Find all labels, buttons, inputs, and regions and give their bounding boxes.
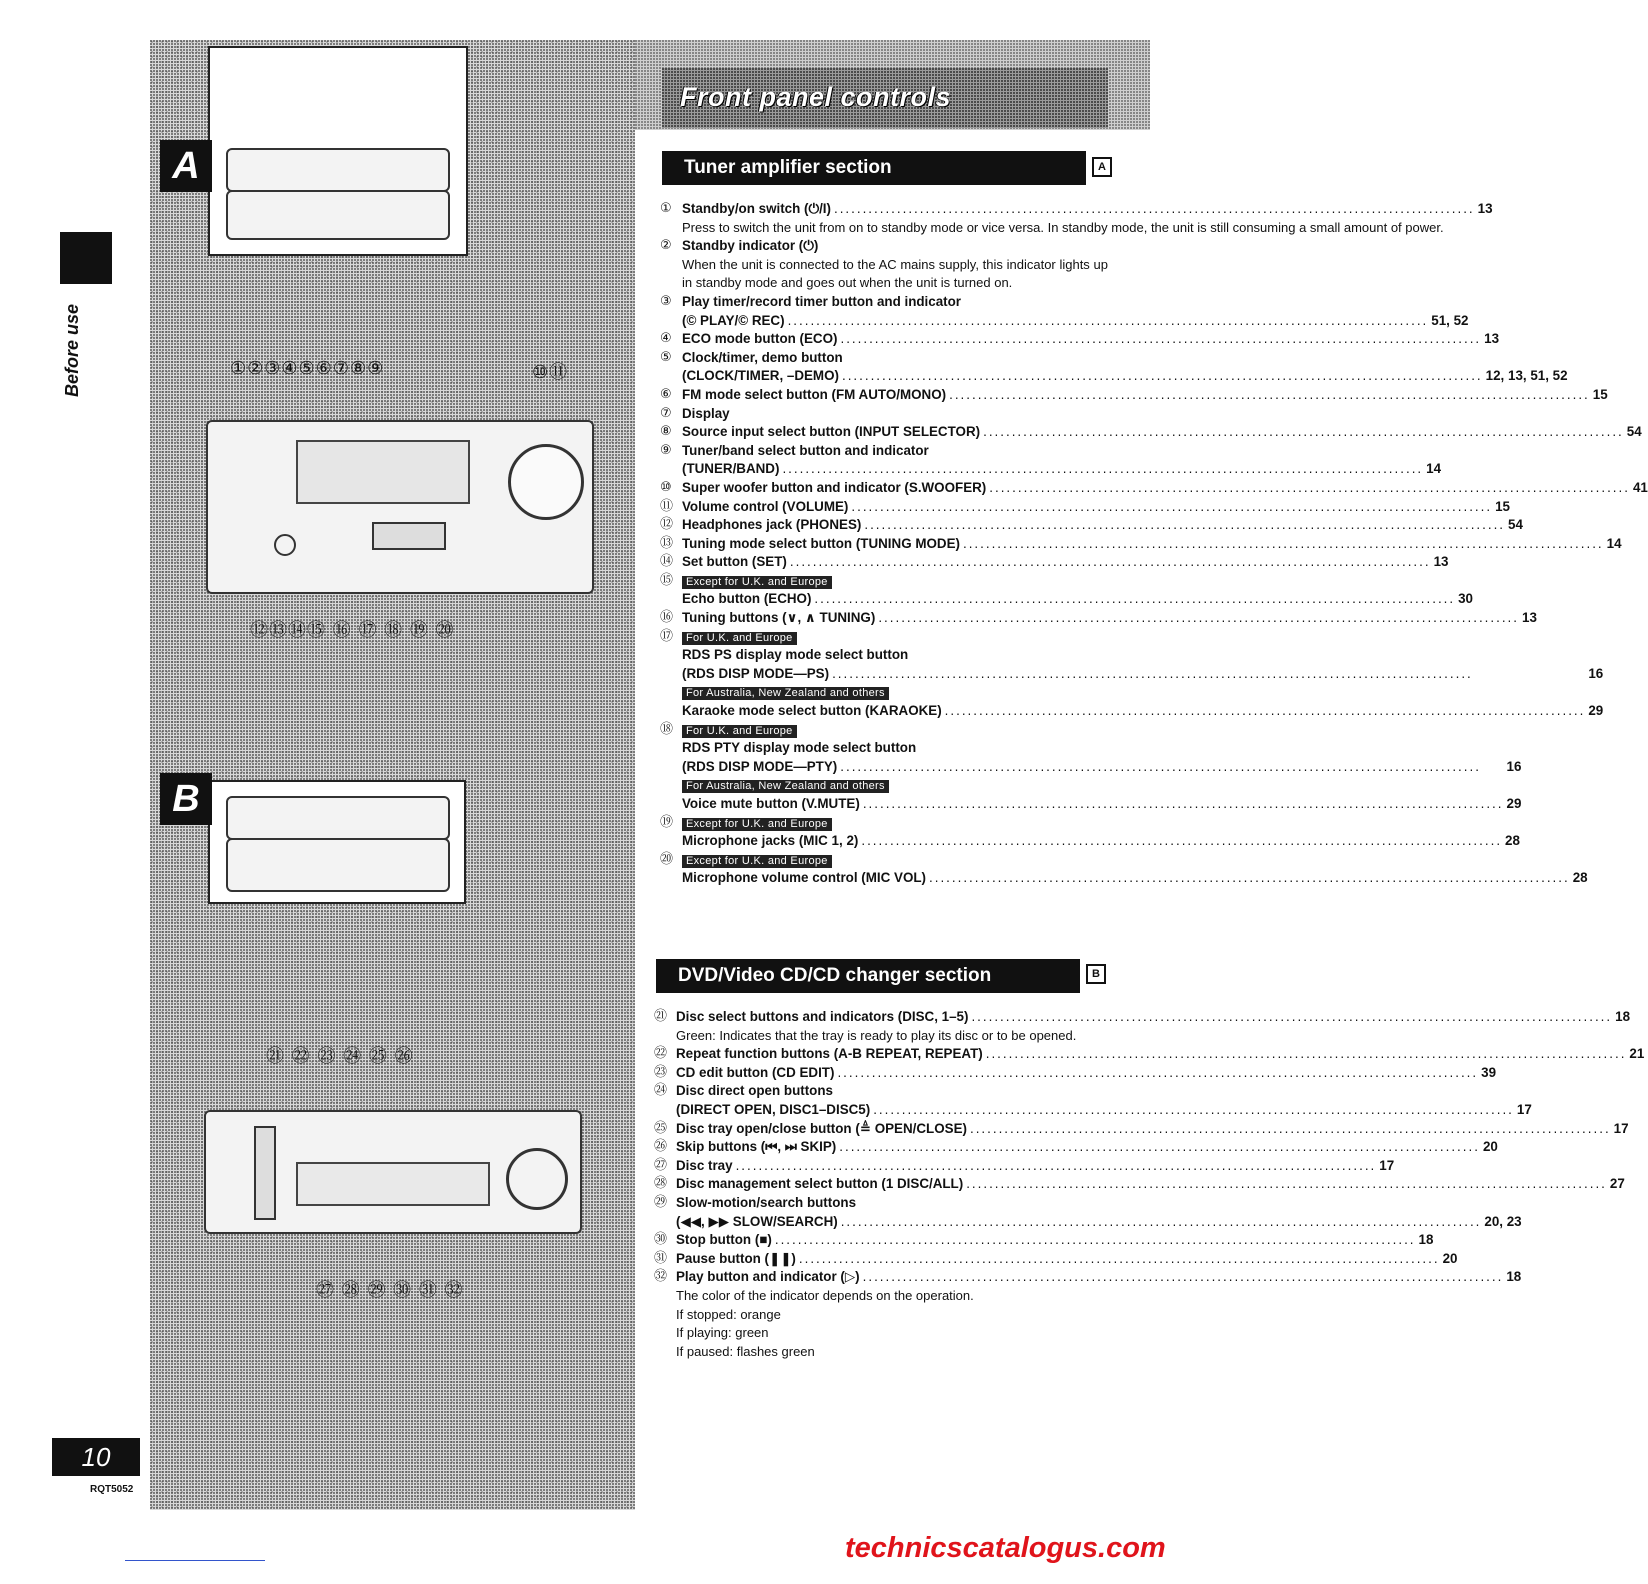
list-item	[654, 1175, 1625, 1194]
page-reference: 18	[1418, 1232, 1434, 1248]
list-item	[654, 1250, 1458, 1269]
control-row	[682, 535, 1622, 554]
list-item	[660, 442, 1442, 479]
list-item	[660, 553, 1449, 572]
control-row	[676, 1268, 1521, 1287]
disc-tray	[296, 1162, 490, 1206]
control-row	[682, 349, 1568, 368]
item-number: ㉗	[654, 1157, 668, 1173]
dot-leader	[837, 1064, 1478, 1083]
list-item	[660, 721, 1522, 814]
item-body	[676, 1231, 1433, 1250]
control-row	[682, 795, 1521, 814]
dot-leader	[983, 423, 1624, 442]
region-badge: Except for U.K. and Europe	[682, 576, 832, 589]
page-reference: 15	[1495, 498, 1510, 514]
control-row	[682, 758, 1521, 777]
control-row	[676, 1175, 1625, 1194]
page-reference: 17	[1613, 1120, 1629, 1136]
item-number: ⑪	[660, 498, 674, 514]
tuner-controls-list	[660, 200, 1648, 888]
tuner-amplifier-drawing	[206, 420, 594, 594]
item-body	[676, 1157, 1394, 1176]
control-label: (RDS DISP MODE—PTY)	[682, 758, 838, 774]
footer-rule	[125, 1560, 265, 1561]
item-number: ①	[660, 201, 672, 216]
list-item	[660, 814, 1520, 851]
control-label: Play button and indicator (▷)	[676, 1269, 860, 1285]
dot-leader	[814, 590, 1455, 609]
figure-a-callouts-bottom: ⑫⑬⑭⑮ ⑯ ⑰ ⑱ ⑲ ⑳	[250, 620, 455, 641]
page-reference: 28	[1572, 870, 1588, 886]
item-number: ⑭	[660, 554, 674, 570]
control-label: Repeat function buttons (A-B REPEAT, REPEAT)	[676, 1046, 983, 1062]
figure-a-thumbnail	[208, 46, 468, 256]
item-number: ⑫	[660, 517, 674, 533]
control-label: Slow-motion/search buttons	[676, 1194, 857, 1210]
control-label: (CLOCK/TIMER, –DEMO)	[682, 368, 839, 384]
item-number: ㉕	[654, 1120, 668, 1136]
list-item	[660, 349, 1568, 386]
page-reference: 18	[1506, 1269, 1522, 1285]
page-reference: 20	[1482, 1139, 1498, 1155]
dot-leader	[834, 200, 1475, 219]
region-badge: For Australia, New Zealand and others	[682, 687, 889, 700]
control-row	[682, 646, 1603, 665]
control-label: Tuner/band select button and indicator	[682, 442, 929, 458]
item-body	[682, 628, 1603, 721]
indicator-note: If stopped: orange	[676, 1306, 781, 1322]
list-item	[654, 1268, 1522, 1361]
list-item	[660, 535, 1622, 554]
control-label: Echo button (ECHO)	[682, 591, 812, 607]
side-tab	[62, 300, 106, 410]
page-reference: 21	[1629, 1046, 1645, 1062]
control-row	[682, 869, 1588, 888]
dot-leader	[945, 702, 1586, 721]
control-label: (RDS DISP MODE—PS)	[682, 665, 830, 681]
side-tab-marker	[60, 232, 112, 284]
page-reference: 30	[1458, 591, 1474, 607]
system-bottom-unit	[226, 190, 450, 240]
control-row	[676, 1194, 1522, 1213]
item-number: ④	[660, 331, 672, 347]
system-top-unit-b	[226, 796, 450, 840]
item-body	[682, 721, 1521, 814]
dot-leader	[790, 553, 1431, 572]
page-reference: 14	[1426, 461, 1442, 477]
model-code: RQT5052	[90, 1484, 134, 1495]
item-body	[682, 516, 1523, 535]
item-number: ⑱	[660, 721, 674, 737]
control-label: Source input select button (INPUT SELECTOR)	[682, 424, 981, 440]
page-reference: 12, 13, 51, 52	[1485, 368, 1568, 384]
control-row	[676, 1008, 1630, 1027]
control-row	[682, 405, 1108, 424]
dot-leader	[963, 535, 1604, 554]
item-body	[676, 1008, 1630, 1045]
page-reference: 29	[1588, 703, 1604, 719]
control-row	[682, 293, 1469, 312]
item-body	[682, 330, 1499, 349]
dot-leader	[775, 1231, 1416, 1250]
region-badge: For Australia, New Zealand and others	[682, 780, 889, 793]
control-row	[682, 516, 1523, 535]
control-label: Display	[682, 405, 730, 421]
control-row	[682, 237, 1108, 256]
page-reference: 27	[1609, 1176, 1625, 1192]
item-body	[682, 479, 1648, 498]
tuning-buttons	[372, 522, 446, 550]
list-item	[660, 423, 1642, 442]
control-label: Microphone jacks (MIC 1, 2)	[682, 833, 859, 849]
item-body	[676, 1268, 1521, 1361]
item-number: ⑲	[660, 814, 674, 830]
item-number: ⑯	[660, 610, 674, 626]
dot-leader	[799, 1250, 1440, 1269]
item-body	[682, 814, 1520, 851]
page-number: 10	[81, 1442, 111, 1472]
control-label: (DIRECT OPEN, DISC1–DISC5)	[676, 1101, 871, 1117]
control-row	[682, 423, 1642, 442]
control-label: CD edit button (CD EDIT)	[676, 1064, 835, 1080]
item-description: When the unit is connected to the AC mains supply, this indicator lights up in standby mode and goes out when the unit is turned on.	[682, 256, 1108, 291]
item-body	[676, 1082, 1532, 1119]
dot-leader	[966, 1175, 1607, 1194]
control-label: RDS PTY display mode select button	[682, 740, 917, 756]
item-number: ㉚	[654, 1232, 668, 1248]
item-number: ⑰	[660, 628, 674, 644]
dot-leader	[863, 795, 1504, 814]
figure-b-callouts-bottom: ㉗ ㉘ ㉙ ㉚ ㉛ ㉜	[316, 1280, 464, 1301]
item-number: ㉓	[654, 1064, 668, 1080]
item-number: ㉘	[654, 1176, 668, 1192]
figure-a-letter: A	[160, 140, 212, 192]
control-row	[682, 200, 1493, 219]
control-row	[682, 330, 1499, 349]
dot-leader	[878, 609, 1519, 628]
page-reference: 17	[1516, 1101, 1532, 1117]
control-label: Play timer/record timer button and indicator	[682, 293, 962, 309]
control-row	[676, 1082, 1532, 1101]
figure-b-thumbnail	[208, 780, 466, 904]
indicator-note: If playing: green	[676, 1325, 769, 1341]
dot-leader	[842, 367, 1483, 386]
list-item	[654, 1008, 1631, 1045]
page-reference: 28	[1505, 833, 1520, 849]
list-item	[660, 330, 1500, 349]
dvd-controls-list	[654, 1008, 1645, 1361]
disc-select-buttons	[254, 1126, 276, 1220]
item-number: ㉖	[654, 1139, 668, 1155]
page-reference: 16	[1588, 665, 1604, 681]
system-top-unit	[226, 148, 450, 192]
indicator-note: If paused: flashes green	[676, 1343, 815, 1359]
dot-leader	[840, 758, 1503, 777]
dot-leader	[861, 832, 1502, 851]
item-body	[682, 293, 1469, 330]
item-number: ⑤	[660, 349, 672, 365]
page-reference: 20, 23	[1484, 1213, 1522, 1229]
item-body	[676, 1175, 1625, 1194]
list-item	[660, 200, 1493, 237]
page-reference: 13	[1522, 610, 1537, 626]
item-number: ㉑	[654, 1009, 668, 1024]
list-item	[654, 1231, 1434, 1250]
item-number: ㉒	[654, 1046, 668, 1062]
item-number: ㉛	[654, 1250, 668, 1266]
item-body	[676, 1250, 1457, 1269]
display-window	[296, 440, 470, 504]
item-number: ㉙	[654, 1194, 668, 1210]
list-item	[660, 609, 1537, 628]
control-row	[682, 832, 1520, 851]
item-number: ⑥	[660, 386, 672, 402]
page-reference: 15	[1592, 386, 1608, 402]
list-item	[654, 1138, 1498, 1157]
item-number: ㉔	[654, 1083, 668, 1099]
dot-leader	[971, 1008, 1612, 1027]
dot-leader	[970, 1120, 1611, 1139]
control-label: FM mode select button (FM AUTO/MONO)	[682, 386, 947, 402]
control-row	[676, 1138, 1498, 1157]
control-row	[682, 367, 1568, 386]
list-item	[654, 1045, 1645, 1064]
system-bottom-unit-b	[226, 838, 450, 892]
page-reference: 17	[1379, 1157, 1395, 1173]
region-badge: Except for U.K. and Europe	[682, 818, 832, 831]
control-label: Set button (SET)	[682, 554, 787, 570]
list-item	[660, 572, 1474, 609]
dot-leader	[864, 516, 1505, 535]
control-row	[682, 609, 1537, 628]
item-body	[682, 200, 1493, 237]
page-title: Front panel controls	[680, 82, 952, 112]
control-row	[682, 479, 1648, 498]
control-row	[682, 460, 1441, 479]
figure-b-letter: B	[160, 773, 212, 825]
region-badge: Except for U.K. and Europe	[682, 855, 832, 868]
list-item	[660, 628, 1604, 721]
page-reference: 54	[1626, 424, 1642, 440]
figure-a-callouts-right: ⑩⑪	[532, 362, 569, 383]
item-body	[682, 349, 1568, 386]
item-number: ⑬	[660, 535, 674, 551]
list-item	[660, 386, 1608, 405]
volume-knob	[508, 444, 584, 520]
item-body	[682, 405, 1108, 424]
page-reference: 18	[1615, 1009, 1631, 1024]
item-body	[682, 442, 1441, 479]
dot-leader	[873, 1101, 1514, 1120]
dot-leader	[782, 460, 1423, 479]
page-reference: 13	[1433, 554, 1449, 570]
item-body	[682, 851, 1588, 888]
item-body	[676, 1194, 1522, 1231]
page-reference: 54	[1508, 517, 1523, 533]
control-label: Disc direct open buttons	[676, 1083, 833, 1099]
control-label: Skip buttons (⏮, ⏭ SKIP)	[676, 1139, 837, 1155]
control-label: Karaoke mode select button (KARAOKE)	[682, 703, 942, 719]
control-label: Standby indicator (⏻)	[682, 238, 819, 254]
control-row	[682, 665, 1603, 684]
control-label: Standby/on switch (⏻/I)	[682, 201, 831, 216]
item-body	[682, 553, 1448, 572]
item-description: Green: Indicates that the tray is ready to play its disc or to be opened.	[676, 1027, 1077, 1043]
dot-leader	[863, 1268, 1504, 1287]
dot-leader	[929, 869, 1570, 888]
item-number: ②	[660, 238, 672, 254]
control-label: Clock/timer, demo button	[682, 349, 843, 365]
page-reference: 16	[1506, 758, 1522, 774]
control-row	[682, 739, 1521, 758]
control-label: Tuning buttons (∨, ∧ TUNING)	[682, 610, 876, 626]
item-number: ⑦	[660, 405, 672, 421]
page-reference: 20	[1442, 1250, 1458, 1266]
list-item	[654, 1064, 1497, 1083]
control-row	[676, 1045, 1644, 1064]
region-badge: For U.K. and Europe	[682, 725, 797, 738]
dot-leader	[949, 386, 1590, 405]
control-row	[676, 1120, 1629, 1139]
item-number: ⑧	[660, 424, 672, 440]
page-reference: 41	[1632, 479, 1648, 495]
list-item	[660, 293, 1469, 330]
control-row	[682, 442, 1441, 461]
control-row	[682, 590, 1473, 609]
item-body	[676, 1138, 1498, 1157]
control-row	[676, 1157, 1394, 1176]
control-row	[682, 498, 1510, 517]
tuner-section-tag: A	[1092, 157, 1112, 177]
control-label: Pause button (❚❚)	[676, 1250, 796, 1266]
list-item	[660, 237, 1108, 293]
control-label: Disc tray	[676, 1157, 733, 1173]
figure-b-callouts-top: ㉑ ㉒ ㉓ ㉔ ㉕ ㉖	[266, 1046, 414, 1067]
page-reference: 13	[1484, 331, 1500, 347]
control-label: (© PLAY/© REC)	[682, 312, 785, 328]
control-row	[676, 1231, 1433, 1250]
tuner-section-heading: Tuner amplifier section	[662, 151, 1086, 185]
control-label: Microphone volume control (MIC VOL)	[682, 870, 927, 886]
dot-leader	[840, 330, 1481, 349]
control-label: Headphones jack (PHONES)	[682, 517, 862, 533]
control-label: RDS PS display mode select button	[682, 647, 909, 663]
control-row	[682, 702, 1603, 721]
dot-leader	[788, 312, 1429, 331]
dot-leader	[989, 479, 1630, 498]
dot-leader	[851, 498, 1492, 517]
item-body	[682, 498, 1510, 517]
item-body	[682, 609, 1537, 628]
control-label: Tuning mode select button (TUNING MODE)	[682, 535, 960, 551]
control-row	[682, 386, 1608, 405]
phones-jack	[274, 534, 296, 556]
control-label: ECO mode button (ECO)	[682, 331, 838, 347]
control-row	[676, 1064, 1496, 1083]
item-body	[682, 237, 1108, 293]
item-body	[682, 423, 1642, 442]
list-item	[654, 1157, 1395, 1176]
control-label: Volume control (VOLUME)	[682, 498, 849, 514]
item-body	[682, 535, 1622, 554]
control-row	[676, 1250, 1457, 1269]
page-reference: 13	[1477, 201, 1493, 216]
item-number: ⑩	[660, 479, 672, 495]
list-item	[660, 405, 1108, 424]
region-badge: For U.K. and Europe	[682, 632, 797, 645]
item-number: ⑳	[660, 851, 674, 867]
item-description: The color of the indicator depends on the operation.	[676, 1287, 974, 1303]
list-item	[660, 498, 1510, 517]
control-label: Disc management select button (1 DISC/ALL)	[676, 1176, 964, 1192]
item-number: ③	[660, 293, 672, 309]
dot-leader	[736, 1157, 1377, 1176]
transport-buttons	[506, 1148, 568, 1210]
item-number: ⑮	[660, 572, 674, 588]
control-row	[676, 1213, 1522, 1232]
dot-leader	[832, 665, 1585, 684]
page-reference: 29	[1506, 796, 1522, 811]
control-row	[676, 1101, 1532, 1120]
control-label: Disc tray open/close button (≜ OPEN/CLOSE)	[676, 1120, 967, 1136]
watermark: technicscatalogus.com	[845, 1532, 1166, 1564]
item-body	[676, 1120, 1629, 1139]
list-item	[660, 516, 1523, 535]
control-label: (◀◀, ▶▶ SLOW/SEARCH)	[676, 1213, 838, 1229]
item-body	[676, 1064, 1496, 1083]
list-item	[654, 1194, 1522, 1231]
page-reference: 51, 52	[1431, 312, 1469, 328]
control-label: Voice mute button (V.MUTE)	[682, 796, 860, 811]
list-item	[660, 479, 1648, 498]
dot-leader	[986, 1045, 1627, 1064]
item-body	[682, 572, 1473, 609]
dvd-section-heading: DVD/Video CD/CD changer section	[656, 959, 1080, 993]
page-reference: 14	[1606, 535, 1622, 551]
list-item	[654, 1120, 1629, 1139]
control-row	[682, 553, 1448, 572]
list-item	[660, 851, 1588, 888]
dot-leader	[839, 1138, 1480, 1157]
side-tab-label: Before use	[62, 303, 83, 398]
item-number: ㉜	[654, 1269, 668, 1285]
control-label: Stop button (■)	[676, 1232, 772, 1248]
item-body	[682, 386, 1608, 405]
control-label: (TUNER/BAND)	[682, 461, 780, 477]
control-label: Disc select buttons and indicators (DISC, 1–5)	[676, 1009, 969, 1024]
page-reference: 39	[1481, 1064, 1497, 1080]
cd-changer-drawing	[204, 1110, 582, 1234]
control-row	[682, 312, 1469, 331]
dvd-section-tag: B	[1086, 964, 1106, 984]
item-body	[676, 1045, 1644, 1064]
figure-a-callouts-top: ①②③④⑤⑥⑦⑧⑨	[230, 358, 385, 379]
item-description: Press to switch the unit from on to standby mode or vice versa. In standby mode, the unit is still consuming a small amount of power.	[682, 219, 1444, 235]
control-label: Super woofer button and indicator (S.WOOFER)	[682, 479, 987, 495]
item-number: ⑨	[660, 442, 672, 458]
list-item	[654, 1082, 1532, 1119]
dot-leader	[841, 1213, 1482, 1232]
